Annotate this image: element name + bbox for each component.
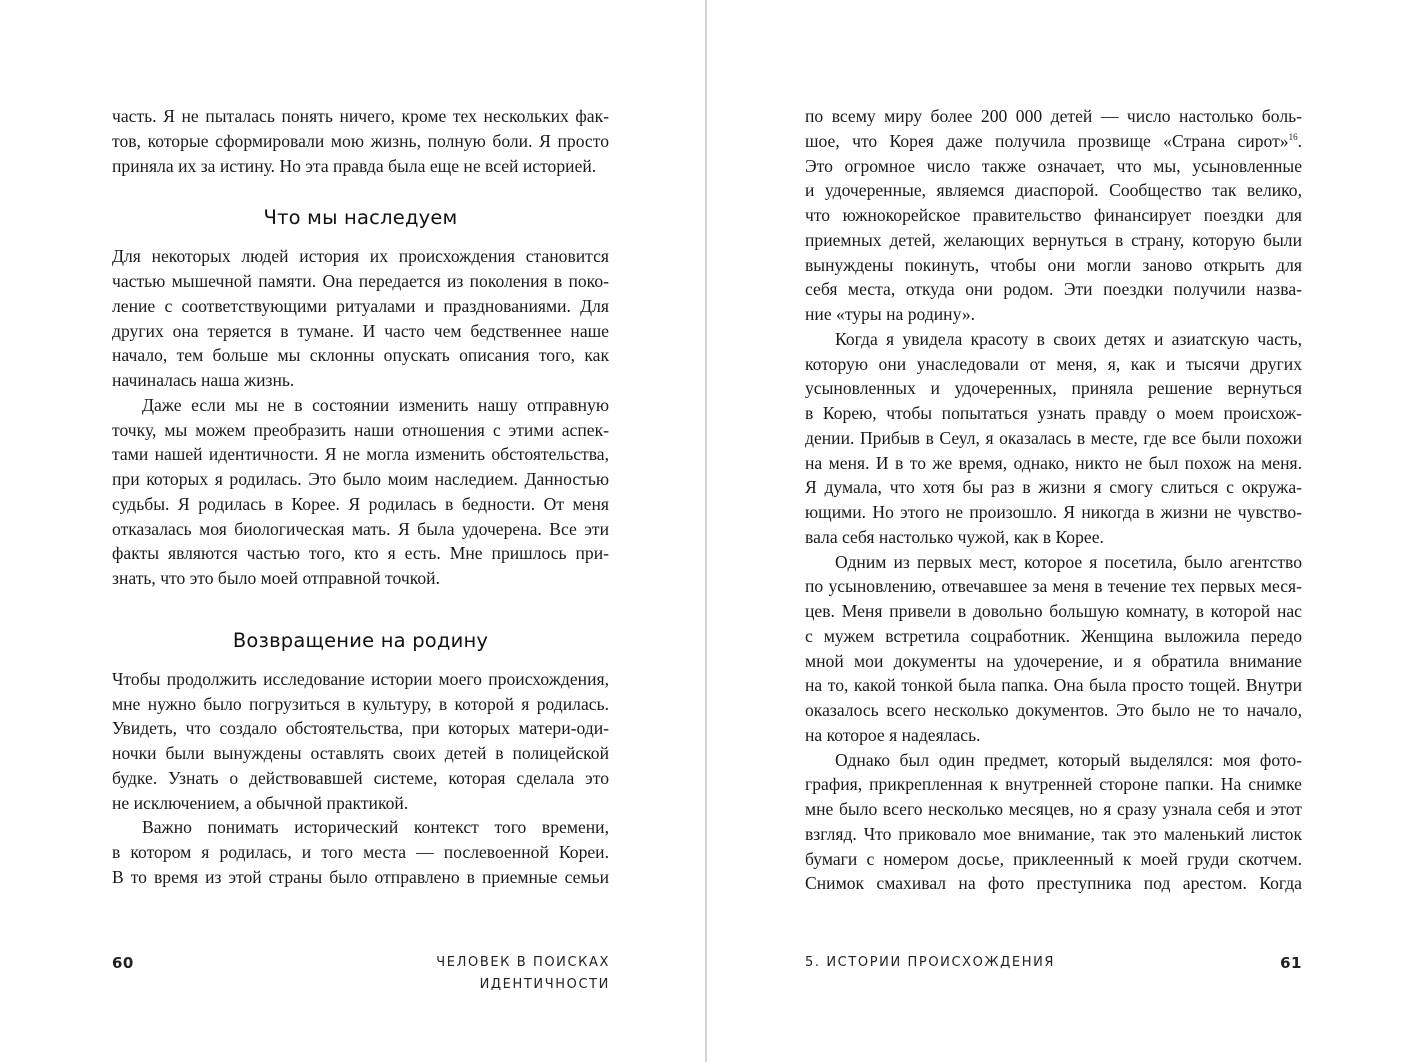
text-line: приемных детей, желающих вернуться в страну, которую были xyxy=(805,229,1302,250)
text-line: начиналась наша жизнь. xyxy=(112,370,295,390)
text-line: цев. Меня привели в довольно большую комнату, в которой нас xyxy=(805,601,1302,621)
text-line: будке. Узнать о действовавшей системе, которая сделала это xyxy=(112,767,609,788)
text-line: на которое я надеялась. xyxy=(805,724,981,745)
left-paragraph-4 xyxy=(112,667,609,816)
text-line: ление с соответствующими ритуалами и празднованиями. Для xyxy=(112,295,609,316)
text-line: отказалась моя биологическая мать. Я была удочерена. Все эти xyxy=(112,518,609,539)
text-line: по всему миру более 200 000 детей — число настолько боль- xyxy=(805,106,1302,126)
text-line: тами нашей идентичности. Я не могла изменить обстоятельства, xyxy=(112,444,609,465)
text-line: в котором я родилась, и того места — послевоенной Кореи. xyxy=(112,842,609,862)
text-line: мной мои документы на удочерение, и я обратила внимание xyxy=(805,650,1302,671)
left-paragraph-2 xyxy=(112,244,609,393)
text-line: начало, тем больше мы склонны опускать описания того, как xyxy=(112,345,609,366)
right-paragraph-2 xyxy=(805,327,1302,550)
right-page xyxy=(805,104,1302,896)
text-line: ночки были вынуждены оставлять своих детей в полицейской xyxy=(112,743,609,763)
text-line: на меня. И в то же время, однако, никто не был похож на меня. xyxy=(805,452,1302,473)
text-line: вынуждены покинуть, чтобы они могли заново открыть для xyxy=(805,254,1302,275)
left-page xyxy=(112,104,609,890)
text-line: что южнокорейское правительство финансирует поездки для xyxy=(805,205,1302,225)
text-line: оказалось всего несколько документов. Это было не то начало, xyxy=(805,700,1302,720)
section-heading-inheritance: Что мы наследуем xyxy=(263,206,458,230)
text-line: Увидеть, что создало обстоятельства, при которых матери-оди- xyxy=(112,718,609,739)
text-line: Снимок смахивал на фото преступника под арестом. Когда xyxy=(805,873,1302,894)
text-line: частью мышечной памяти. Она передается из поколения в поко- xyxy=(112,271,609,291)
page-number-right: 61 xyxy=(1280,954,1302,972)
running-head-right: 5. ИСТОРИИ ПРОИСХОЖДЕНИЯ xyxy=(805,955,1056,970)
text-line: Это огромное число также означает, что мы, усыновленные xyxy=(805,155,1302,176)
text-line: Важно понимать исторический контекст того времени, xyxy=(142,817,609,838)
right-paragraph-4 xyxy=(805,748,1302,897)
text-line: Даже если мы не в состоянии изменить нашу отправную xyxy=(142,394,609,415)
text-line: при которых я родилась. Это было моим наследием. Данностью xyxy=(112,469,609,489)
right-paragraph-3 xyxy=(805,550,1302,748)
text-line: Я думала, что хотя бы раз в жизни я смогу слиться с окружа- xyxy=(805,477,1302,498)
text-line: Чтобы продолжить исследование истории моего происхождения, xyxy=(112,668,609,689)
text-line: других она теряется в тумане. И часто чем бедственнее наше xyxy=(112,320,609,341)
text-line: Для некоторых людей история их происхождения становится xyxy=(112,246,609,267)
text-line: ние «туры на родину». xyxy=(805,304,976,324)
text-line: которую они унаследовали от меня, я, как и тысячи других xyxy=(805,353,1302,374)
left-paragraph-3 xyxy=(112,393,609,591)
text-line: на то, какой тонкой была папка. Она была просто тощей. Внутри xyxy=(805,675,1302,696)
text-line: себя места, откуда они родом. Эти поездки получили назва- xyxy=(805,279,1302,300)
text-line: бумаги с номером досье, приклеенный к моей груди скотчем. xyxy=(805,848,1302,869)
text-line: факты являются частью того, кто я есть. Мне пришлось при- xyxy=(112,543,609,564)
text-line: Когда я увидела красоту в своих детях и азиатскую часть, xyxy=(835,328,1302,349)
section-heading-homecoming: Возвращение на родину xyxy=(232,628,489,652)
text-line: судьбы. Я родилась в Корее. Я родилась в бедности. От меня xyxy=(112,493,609,514)
text-line: не исключением, а обычной практикой. xyxy=(112,792,409,813)
left-paragraph-1 xyxy=(112,104,609,178)
text-line: графия, прикрепленная к внутренней стороне папки. На снимке xyxy=(805,774,1302,795)
text-line: приняла их за истину. Но эта правда была еще не всей историей. xyxy=(112,155,597,176)
text-line: вала себя настолько чужой, как в Корее. xyxy=(805,526,1104,547)
text-line-content: шое, что Корея даже получила прозвище «Страна сирот» xyxy=(805,130,1289,151)
right-paragraph-1 xyxy=(805,104,1302,327)
text-line: в Корею, чтобы попытаться узнать правду о моем происхож- xyxy=(805,403,1302,423)
text-line: В то время из этой страны было отправлено в приемные семьи xyxy=(112,866,609,887)
text-line: с мужем встретила соцработник. Женщина выложила передо xyxy=(805,625,1302,646)
text-line: шое, что Корея даже получила прозвище «Страна сирот»$^{16}$. xyxy=(805,130,1302,151)
text-line: мне было всего несколько месяцев, но я сразу узнала себя и этот xyxy=(805,799,1302,819)
text-line: Одним из первых мест, которое я посетила, было агентство xyxy=(835,551,1302,572)
text-line: часть. Я не пыталась понять ничего, кроме тех нескольких фак- xyxy=(112,106,609,126)
text-line: дении. Прибыв в Сеул, я оказалась в месте, где все были похожи xyxy=(805,427,1302,448)
running-head-left: ЧЕЛОВЕК В ПОИСКАХ ИДЕНТИЧНОСТИ xyxy=(436,955,610,992)
page-number-left: 60 xyxy=(112,954,134,972)
text-line: усыновленных и удочеренных, приняла решение вернуться xyxy=(805,378,1302,399)
text-line: точку, мы можем преобразить наши отношения с этими аспек- xyxy=(112,419,609,440)
text-line: взгляд. Что приковало мое внимание, так это маленький листок xyxy=(805,823,1302,844)
text-line: тов, которые сформировали мою жизнь, полную боли. Я просто xyxy=(112,130,609,151)
footnote-marker: 16 xyxy=(1288,131,1298,142)
left-paragraph-5 xyxy=(112,815,609,889)
text-line: мне нужно было погрузиться в культуру, в которой я родилась. xyxy=(112,693,609,714)
text-line: по усыновлению, отвечавшее за меня в течение тех первых меся- xyxy=(805,576,1302,597)
text-line: ющими. Но этого не произошло. Я никогда в жизни не чувство- xyxy=(805,502,1302,522)
text-line: знать, что это было моей отправной точкой. xyxy=(112,568,440,588)
text-line: и удочеренные, являемся диаспорой. Сообщество так велико, xyxy=(805,180,1302,201)
text-line: Однако был один предмет, который выделялся: моя фото- xyxy=(835,749,1302,770)
book-gutter xyxy=(705,0,707,1062)
